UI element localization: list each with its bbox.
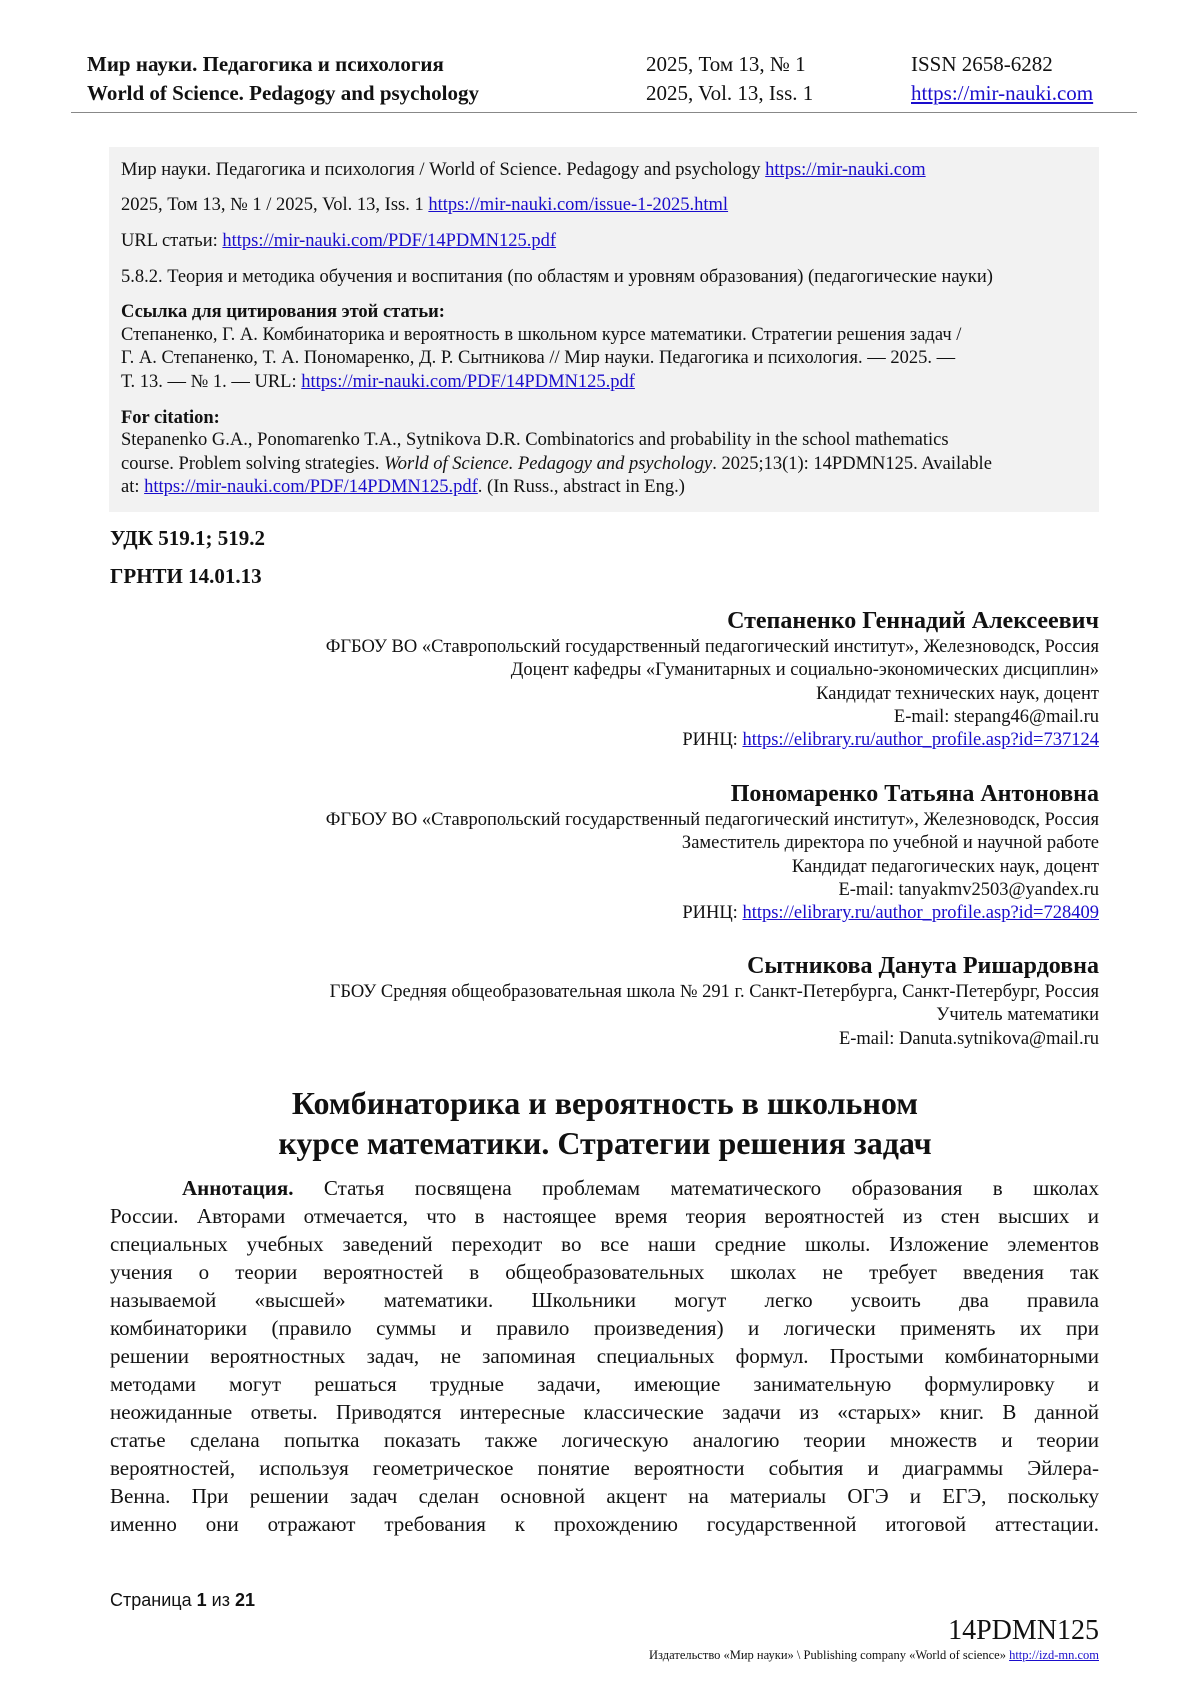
author-email: E-mail: Danuta.sytnikova@mail.ru [838,1028,1099,1049]
issue-line: 2025, Том 13, № 1 / 2025, Vol. 13, Iss. 1 https://mir-nauki.com/issue-1-2025.html [121,195,729,215]
abstract-line [110,1286,1099,1314]
abstract-text: Статья посвящена проблемам математического образования в школах [323,1176,1099,1200]
article-info-box [109,147,1099,512]
author-email: E-mail: tanyakmv2503@yandex.ru [838,879,1099,900]
author-position: Заместитель директора по учебной и научной работе [681,833,1099,854]
abstract-line [110,1454,1099,1482]
abstract-text: статье сделана попытка показать также логическую аналогию теории множеств и теории [110,1428,1099,1452]
specialty: 5.8.2. Теория и методика обучения и воспитания (по областям и уровням образования) (педагогические науки) [121,267,993,287]
author-name: Степаненко Геннадий Алексеевич [727,608,1099,634]
author-rinc-link[interactable]: https://elibrary.ru/author_profile.asp?id=737124 [742,730,1099,751]
abstract-text: Венна. При решении задач сделан основной акцент на материалы ОГЭ и ЕГЭ, поскольку [110,1484,1099,1508]
abstract-text: решении вероятностных задач, не запоминая специальных формул. Простыми комбинаторными [110,1344,1099,1368]
author-org: ФГБОУ ВО «Ставропольский государственный педагогический институт», Железноводск, Россия [325,810,1099,830]
issue-ru: 2025, Том 13, № 1 [646,52,806,76]
abstract-text: комбинаторики (правило суммы и правило произведения) и логически применять их при [110,1316,1099,1340]
abstract-line [110,1230,1099,1258]
abstract [110,1174,1099,1538]
publisher-line: Издательство «Мир науки» \ Publishing company «World of science» http://izd-mn.com [649,1648,1099,1662]
title-line: курсе математики. Стратегии решения задач [278,1125,932,1161]
author-rinc-link[interactable]: https://elibrary.ru/author_profile.asp?id=728409 [742,903,1099,924]
article-url-line: URL статьи: https://mir-nauki.com/PDF/14PDMN125.pdf [121,231,557,251]
citation-ru-line: Т. 13. — № 1. — URL: https://mir-nauki.com/PDF/14PDMN125.pdf [121,372,635,392]
issue-link[interactable]: https://mir-nauki.com/issue-1-2025.html [428,195,729,215]
journal-title-en: World of Science. Pedagogy and psychology [87,81,480,105]
abstract-line [110,1370,1099,1398]
abstract-label: Аннотация. [182,1176,294,1200]
author-rinc: РИНЦ: https://elibrary.ru/author_profile.asp?id=737124 [682,730,1099,751]
abstract-line [110,1398,1099,1426]
citation-ru-link[interactable]: https://mir-nauki.com/PDF/14PDMN125.pdf [301,372,635,392]
journal-site-link[interactable]: https://mir-nauki.com [911,81,1094,105]
author-block [330,951,1099,1051]
abstract-line [110,1482,1099,1510]
citation-ru-line: Степаненко, Г. А. Комбинаторика и вероятность в школьном курсе математики. Стратегии решения задач / [121,325,962,345]
citation-ru-heading: Ссылка для цитирования этой статьи: [121,302,445,322]
author-name: Сытникова Данута Ришардовна [747,953,1099,979]
citation-en-heading: For citation: [121,408,220,428]
citation-en-link[interactable]: https://mir-nauki.com/PDF/14PDMN125.pdf [144,477,478,497]
abstract-line [110,1314,1099,1342]
abstract-text: России. Авторами отмечается, что в настоящее время теория вероятностей из стен высших и [110,1204,1099,1228]
abstract-text: методами могут решаться трудные задачи, имеющие занимательную формулировку и [110,1372,1099,1396]
article-code: 14PDMN125 [948,1615,1099,1646]
author-block [326,779,1099,925]
article-title [0,1083,1200,1163]
abstract-text: именно они отражают требования к прохождению государственной итоговой аттестации. [110,1512,1099,1536]
abstract-line [110,1342,1099,1370]
citation-ru-line: Г. А. Степаненко, Т. А. Пономаренко, Д. Р. Сытникова // Мир науки. Педагогика и психология. — 2025. — [121,348,956,368]
page-counter: Страница 1 из 21 [110,1590,255,1610]
journal-line: Мир науки. Педагогика и психология / World of Science. Pedagogy and psychology https://mir-nauki.com [121,160,926,180]
author-degree: Кандидат педагогических наук, доцент [791,856,1099,877]
title-line: Комбинаторика и вероятность в школьном [291,1085,919,1121]
abstract-line [110,1510,1099,1538]
journal-link[interactable]: https://mir-nauki.com [765,160,926,180]
abstract-line [110,1174,1099,1202]
author-org: ФГБОУ ВО «Ставропольский государственный педагогический институт», Железноводск, Россия [325,637,1099,657]
abstract-line [110,1202,1099,1230]
abstract-line [110,1426,1099,1454]
abstract-text: вероятностей, используя геометрическое понятие вероятности события и диаграммы Эйлера- [110,1456,1099,1480]
citation-en-line: course. Problem solving strategies. World of Science. Pedagogy and psychology. 2025;13(1): 14PDMN125. Available [121,454,992,474]
abstract-text: специальных учебных заведений переходит во все наши средние школы. Изложение элементов [110,1232,1099,1256]
header-divider [71,112,1137,113]
grnti: ГРНТИ 14.01.13 [110,564,262,588]
article-url-link[interactable]: https://mir-nauki.com/PDF/14PDMN125.pdf [222,231,557,251]
issn: ISSN 2658-6282 [911,52,1053,76]
abstract-text: учения о теории вероятностей в общеобразовательных школах не требует введения так [110,1260,1099,1284]
issue-en: 2025, Vol. 13, Iss. 1 [646,81,814,105]
abstract-text: называемой «высшей» математики. Школьники могут легко усвоить два правила [110,1288,1099,1312]
journal-title-ru: Мир науки. Педагогика и психология [87,52,444,76]
author-position: Доцент кафедры «Гуманитарных и социально-экономических дисциплин» [510,660,1099,681]
author-email: E-mail: stepang46@mail.ru [893,706,1099,727]
author-org: ГБОУ Средняя общеобразовательная школа № 291 г. Санкт-Петербурга, Санкт-Петербург, Россия [329,982,1099,1002]
author-degree: Кандидат технических наук, доцент [816,683,1099,704]
author-name: Пономаренко Татьяна Антоновна [730,781,1099,807]
abstract-line [110,1258,1099,1286]
abstract-text: неожиданные ответы. Приводятся интересные классические задачи из «старых» книг. В данной [110,1400,1099,1424]
author-rinc: РИНЦ: https://elibrary.ru/author_profile.asp?id=728409 [682,903,1099,924]
citation-en-line: Stepanenko G.A., Ponomarenko T.A., Sytnikova D.R. Combinatorics and probability in the school mathematics [121,430,949,450]
author-position: Учитель математики [936,1005,1099,1026]
publisher-link[interactable]: http://izd-mn.com [1009,1648,1099,1662]
udk: УДК 519.1; 519.2 [110,526,265,550]
author-block [326,606,1099,752]
citation-en-line: at: https://mir-nauki.com/PDF/14PDMN125.pdf. (In Russ., abstract in Eng.) [121,477,685,497]
